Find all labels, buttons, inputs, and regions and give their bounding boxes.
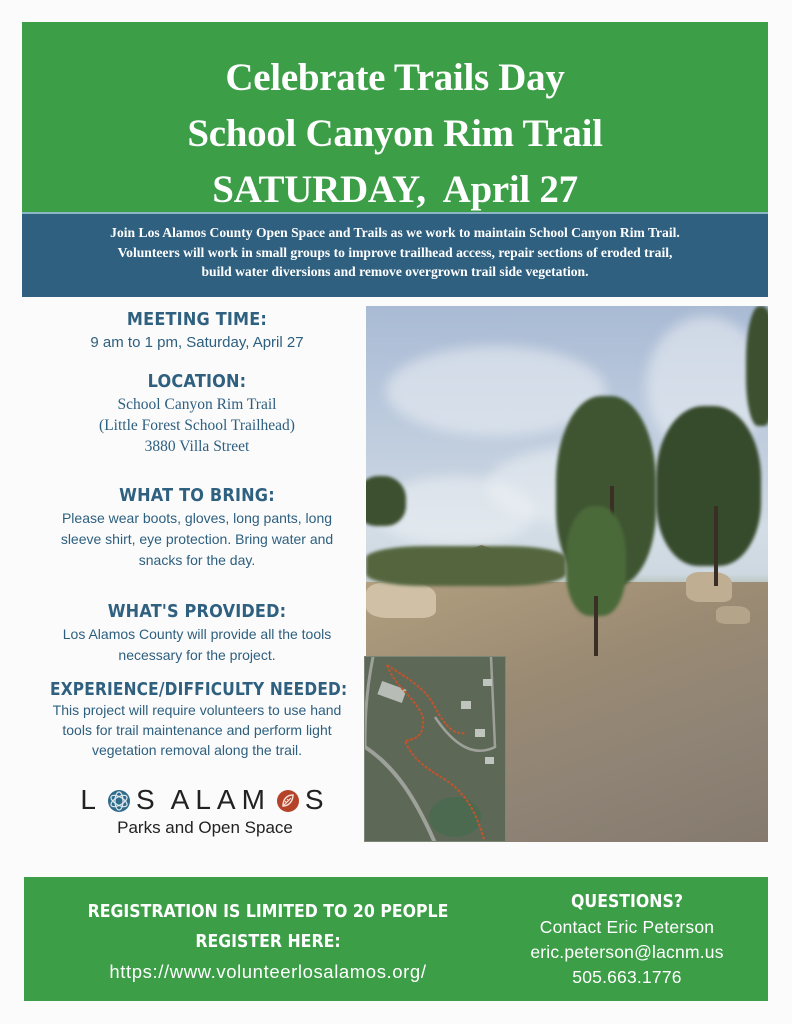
meeting-time-heading: MEETING TIME: — [126, 310, 268, 330]
experience-line-3: vegetation removal along the trail. — [91, 742, 303, 758]
intro-line-3: build water diversions and remove overgrown trail side vegetation. — [201, 264, 589, 279]
what-to-bring-line-2: sleeve shirt, eye protection. Bring water and — [60, 531, 334, 547]
register-here-label: REGISTER HERE: — [195, 932, 341, 952]
what-to-bring-section — [30, 486, 364, 571]
meeting-time-section — [30, 310, 364, 353]
whats-provided-line-1: Los Alamos County will provide all the tools — [62, 626, 332, 642]
logo-letter: A — [216, 784, 242, 815]
what-to-bring-line-3: snacks for the day. — [138, 552, 256, 568]
experience-section — [30, 680, 364, 760]
contact-name: Contact Eric Peterson — [539, 917, 715, 937]
logo-letter: S — [135, 784, 161, 815]
leaf-icon — [276, 788, 300, 812]
experience-heading: EXPERIENCE/DIFFICULTY NEEDED: — [50, 680, 348, 700]
location-line-2: (Little Forest School Trailhead) — [99, 417, 295, 434]
experience-line-1: This project will require volunteers to use hand — [52, 702, 342, 718]
intro-line-1: Join Los Alamos County Open Space and Trails as we work to maintain School Canyon Rim Trail. — [110, 225, 680, 240]
trail-map-inset — [364, 656, 506, 842]
logo-letter: L — [195, 784, 217, 815]
title-date: SATURDAY, April 27 — [212, 168, 578, 211]
registration-block — [24, 897, 512, 987]
whats-provided-line-2: necessary for the project. — [118, 647, 276, 663]
intro-description — [22, 212, 768, 297]
title-line-2: School Canyon Rim Trail — [187, 112, 603, 155]
logo-letter: M — [241, 784, 271, 815]
location-section — [30, 372, 364, 457]
whats-provided-section — [30, 602, 364, 666]
logo-subtitle: Parks and Open Space — [117, 818, 293, 837]
questions-block — [518, 889, 736, 990]
location-line-3: 3880 Villa Street — [144, 438, 250, 455]
intro-line-2: Volunteers will work in small groups to improve trailhead access, repair sections of eroded trail, — [117, 244, 673, 260]
los-alamos-logo — [80, 784, 330, 838]
registration-limit: REGISTRATION IS LIMITED TO 20 PEOPLE — [87, 902, 449, 922]
meeting-time-value: 9 am to 1 pm, Saturday, April 27 — [90, 334, 304, 351]
contact-email[interactable]: eric.peterson@lacnm.us — [530, 942, 724, 962]
whats-provided-heading: WHAT'S PROVIDED: — [107, 602, 287, 622]
experience-line-2: tools for trail maintenance and perform light — [62, 722, 332, 738]
location-line-1: School Canyon Rim Trail — [117, 396, 277, 413]
what-to-bring-heading: WHAT TO BRING: — [119, 486, 275, 506]
event-title-banner — [22, 22, 768, 212]
registration-link[interactable]: https://www.volunteerlosalamos.org/ — [109, 961, 427, 982]
logo-letter: A — [170, 784, 196, 815]
title-line-1: Celebrate Trails Day — [225, 56, 565, 99]
contact-phone[interactable]: 505.663.1776 — [572, 967, 682, 987]
location-heading: LOCATION: — [147, 372, 247, 392]
what-to-bring-line-1: Please wear boots, gloves, long pants, long — [61, 510, 333, 526]
registration-footer — [24, 877, 768, 1001]
atom-globe-icon — [107, 788, 131, 812]
logo-letter: L — [80, 784, 102, 815]
logo-wordmark — [80, 784, 330, 816]
logo-letter: S — [304, 784, 330, 815]
questions-heading: QUESTIONS? — [571, 892, 683, 912]
